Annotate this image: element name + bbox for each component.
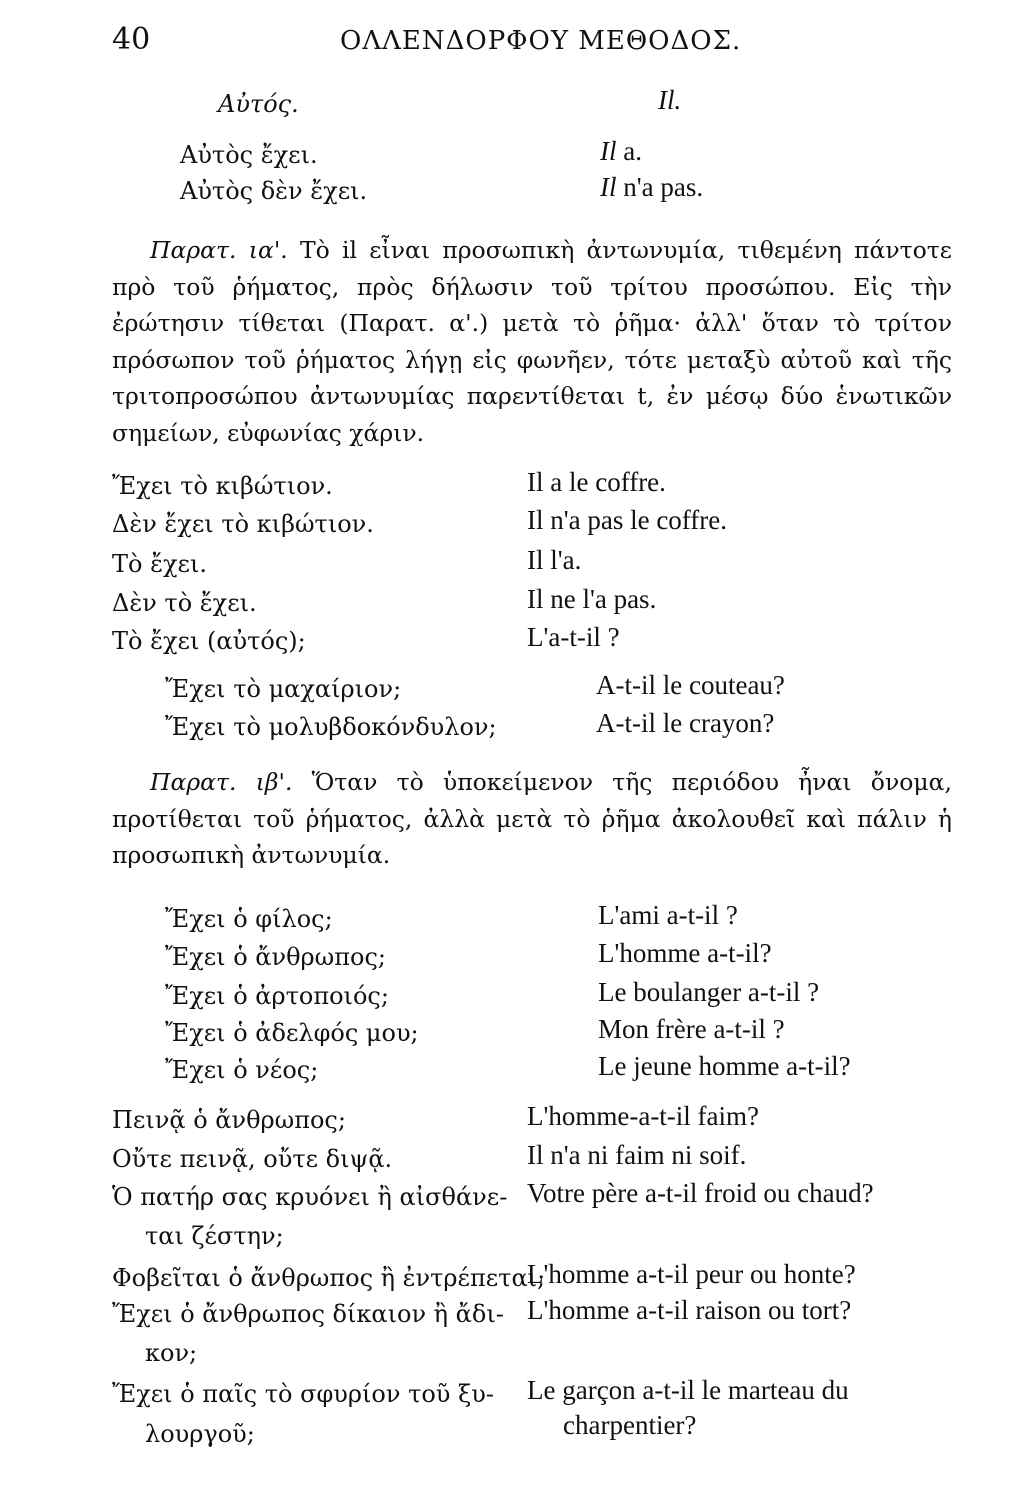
note-text: Τὸ il εἶναι προσωπικὴ ἀντωνυμία, τιθεμένη πάντοτε πρὸ τοῦ ῥήματος, πρὸς δήλωσιν τοῦ τρίτου προσώπου. Εἰς τὴν ἐρώτησιν τίθεται (Παρατ. α'.) μετὰ τὸ ῥῆμα· ἀλλ' ὅταν τὸ τρίτον πρόσωπον τοῦ ῥήματος λήγῃ εἰς φωνῆεν, τότε μεταξὺ αὐτοῦ καὶ τῆς τριτοπροσώπου ἀντωνυμίας παρεντίθεται t, ἐν μέσῳ δύο ἑνωτικῶν σημείων, εὐφωνίας χάριν. [112, 236, 952, 447]
french-pronoun: Il [600, 136, 617, 166]
greek-line: Αὐτός. [218, 90, 299, 118]
french-line [600, 136, 642, 167]
french-line: L'homme a-t-il peur ou honte? [527, 1259, 856, 1289]
page-number: 40 [112, 22, 151, 57]
greek-line: Ἔχει ὁ παῖς τὸ σφυρίον τοῦ ξυ- [112, 1380, 494, 1408]
greek-line: Ἔχει τὸ μαχαίριον; [165, 675, 402, 703]
greek-line: Οὔτε πεινᾷ, οὔτε διψᾷ. [112, 1145, 393, 1173]
greek-line: Ἔχει ὁ ἄνθρωπος δίκαιον ἢ ἄδι- [112, 1300, 504, 1328]
french-line-continuation: charpentier? [563, 1410, 697, 1440]
greek-line: Ἔχει ὁ ἀρτοποιός; [165, 982, 389, 1010]
greek-line-continuation: κον; [145, 1339, 198, 1367]
french-line: Mon frère a-t-il ? [598, 1014, 785, 1044]
greek-line: Δὲν ἔχει τὸ κιβώτιον. [112, 510, 374, 538]
note-paragraph [112, 764, 952, 874]
greek-line: Αὐτὸς ἔχει. [180, 141, 318, 169]
french-line: Il l'a. [527, 545, 582, 575]
greek-line: Ἔχει ὁ ἄνθρωπος; [165, 943, 386, 971]
greek-line: Ἔχει τὸ κιβώτιον. [112, 472, 333, 500]
french-line: L'homme a-t-il raison ou tort? [527, 1295, 852, 1325]
note-text: Ὅταν τὸ ὑποκείμενον τῆς περιόδου ἦναι ὄνομα, προτίθεται τοῦ ῥήματος, ἀλλὰ μετὰ τὸ ῥῆμα ἀκολουθεῖ καὶ πάλιν ἡ προσωπικὴ ἀντωνυμία. [112, 768, 952, 869]
french-line: Le garçon a-t-il le marteau du [527, 1375, 849, 1405]
french-line: L'a-t-il ? [527, 622, 620, 652]
greek-line: Ὁ πατήρ σας κρυόνει ἢ αἰσθάνε- [112, 1183, 508, 1211]
french-line: Il a le coffre. [527, 467, 666, 497]
french-line: L'homme-a-t-il faim? [527, 1101, 760, 1131]
greek-line: Ἔχει ὁ φίλος; [165, 905, 333, 933]
note-label: Παρατ. ιβ'. [150, 768, 293, 796]
french-line: A-t-il le crayon? [596, 708, 775, 738]
french-line: Il n'a pas le coffre. [527, 505, 728, 535]
note-paragraph [112, 232, 952, 451]
greek-line: Ἔχει ὁ ἀδελφός μου; [165, 1019, 419, 1047]
french-rest: n'a pas. [616, 172, 704, 202]
french-pronoun: Il [600, 172, 617, 202]
french-line: L'ami a-t-il ? [598, 900, 738, 930]
french-line: Il ne l'a pas. [527, 584, 657, 614]
greek-line-continuation: λουργοῦ; [145, 1420, 255, 1448]
running-title: ΟΛΛΕΝΔΟΡΦΟΥ ΜΕΘΟΔΟΣ. [340, 26, 742, 56]
greek-line-continuation: ται ζέστην; [145, 1222, 284, 1250]
note-label: Παρατ. ια'. [150, 236, 288, 264]
french-line: L'homme a-t-il? [598, 938, 772, 968]
french-line: Le boulanger a-t-il ? [598, 977, 820, 1007]
greek-line: Ἔχει ὁ νέος; [165, 1056, 319, 1084]
french-line [600, 172, 703, 203]
greek-line: Αὐτὸς δὲν ἔχει. [180, 177, 368, 205]
french-line: A-t-il le couteau? [596, 670, 785, 700]
french-line: Il. [658, 85, 682, 115]
french-line: Il n'a ni faim ni soif. [527, 1140, 747, 1170]
greek-line: Δὲν τὸ ἔχει. [112, 589, 257, 617]
french-rest: a. [616, 136, 642, 166]
french-line: Le jeune homme a-t-il? [598, 1051, 851, 1081]
french-line: Votre père a-t-il froid ou chaud? [527, 1178, 874, 1208]
greek-line: Πεινᾷ ὁ ἄνθρωπος; [112, 1106, 346, 1134]
greek-line: Τὸ ἔχει (αὐτός); [112, 627, 306, 655]
greek-line: Ἔχει τὸ μολυβδοκόνδυλον; [165, 713, 497, 741]
greek-line: Τὸ ἔχει. [112, 550, 207, 578]
greek-line: Φοβεῖται ὁ ἄνθρωπος ἢ ἐντρέπεται; [112, 1264, 546, 1292]
